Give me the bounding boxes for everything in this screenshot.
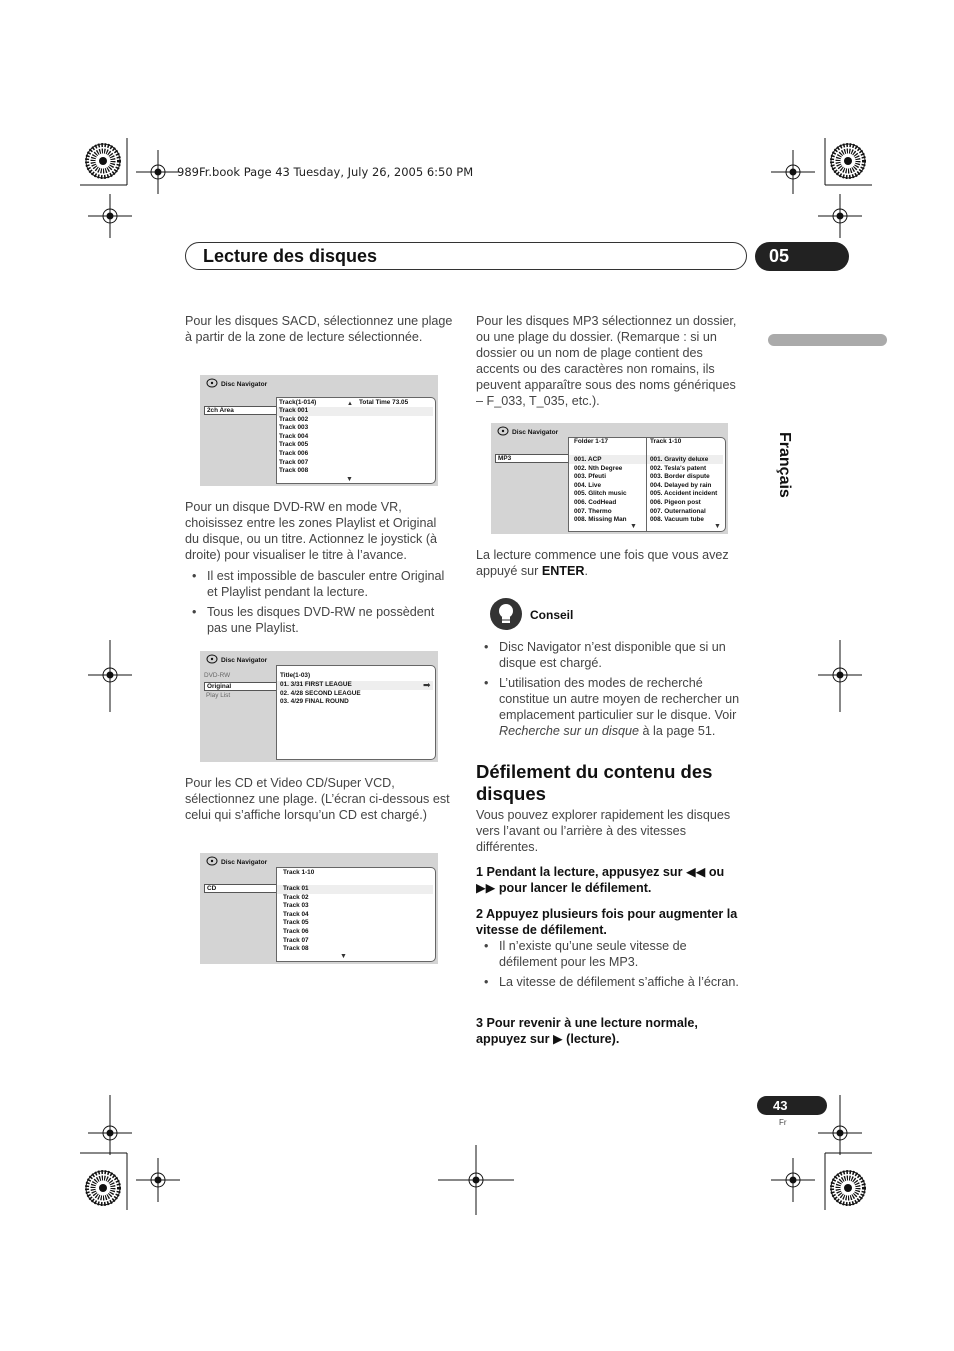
folder-item[interactable]: 008. Missing Man	[574, 516, 627, 524]
track-item[interactable]: Track 001	[279, 407, 309, 414]
track-item[interactable]: 005. Accident incident	[650, 490, 718, 498]
bullet-item: • Tous les disques DVD-RW ne possèdent pas une Playlist.	[185, 604, 453, 636]
track-item[interactable]: Track 06	[283, 927, 309, 935]
book-meta: 989Fr.book Page 43 Tuesday, July 26, 2005 6:50 PM	[177, 165, 474, 179]
original-option[interactable]: Original	[204, 682, 278, 691]
disc-navigator-cd-screen	[200, 853, 438, 964]
bullet-item: • La vitesse de défilement s’affiche à l’écran.	[477, 974, 747, 990]
folder-item[interactable]: 001. ACP	[574, 456, 602, 463]
folder-item[interactable]: 002. Nth Degree	[574, 464, 623, 472]
disc-icon	[497, 426, 509, 436]
scanning-paragraph: Vous pouvez explorer rapidement les disques vers l’avant ou l’arrière à des vitesses différentes.	[476, 808, 731, 854]
up-arrow-icon: ▲	[347, 401, 353, 407]
track-list-panel	[276, 867, 436, 962]
playlist-option[interactable]: Play List	[206, 692, 231, 699]
track-item[interactable]: 006. Pigeon post	[650, 498, 701, 506]
disc-navigator-sacd-screen	[200, 375, 438, 486]
bullet-text: L’utilisation des modes de recherché constitue un autre moyen de rechercher un emplacement particulier sur le disque. Voir	[499, 676, 740, 722]
dvdrw-paragraph: Pour un disque DVD-RW en mode VR, choisissez entre les zones Playlist et Original du disque, ou un titre. Actionnez le joystick (à droite) pour visualiser le titre à l’avance.	[185, 500, 438, 562]
title-item[interactable]: 01. 3/31 FIRST LEAGUE	[280, 681, 352, 688]
section-title: Lecture des disques	[203, 246, 378, 266]
folder-item[interactable]: 005. Glitch music	[574, 490, 627, 498]
track-item[interactable]: Track 05	[283, 919, 309, 927]
track-list-panel	[276, 397, 436, 484]
mp3-paragraph: Pour les disques MP3 sélectionnez un dossier, ou une plage du dossier. (Remarque : si un dossier ou un nom de plage contient des accents ou des caractères non romains, ils peuvent apparaître sous des noms génériques – F_033, T_035, etc.).	[476, 314, 737, 408]
screen-title: Disc Navigator	[221, 381, 268, 388]
track-item[interactable]: Track 03	[283, 902, 309, 910]
track-item[interactable]: 002. Tesla's patent	[650, 464, 707, 472]
folder-item[interactable]: 003. Pfeuti	[574, 473, 606, 481]
bullet-item: • Il est impossible de basculer entre Original et Playlist pendant la lecture.	[185, 568, 453, 600]
screen-title: Disc Navigator	[221, 657, 268, 664]
folder-item[interactable]: 007. Thermo	[574, 507, 612, 515]
track-list	[283, 885, 309, 954]
chapter-badge: 05	[755, 242, 849, 271]
down-arrow-icon: ▼	[340, 953, 347, 960]
step-2-bullets	[477, 938, 747, 990]
track-item[interactable]: Track 006	[279, 449, 309, 457]
cd-paragraph: Pour les CD et Video CD/Super VCD, sélectionnez une plage. (L’écran ci-dessous est celui qui s’affiche lorsqu’un CD est chargé.)	[185, 776, 450, 822]
enter-period: .	[584, 564, 588, 578]
bullet-item: • Il n’existe qu’une seule vitesse de défilement pour les MP3.	[477, 938, 747, 970]
step-1: 1 Pendant la lecture, appusyez sur ◀◀ ou ▶▶ pour lancer le défilement.	[476, 865, 725, 895]
track-count-header: Track(1-014)	[279, 399, 317, 406]
bullet-item	[477, 675, 747, 739]
disc-navigator-mp3-screen	[491, 423, 728, 534]
title-item[interactable]: 02. 4/28 SECOND LEAGUE	[280, 689, 361, 697]
right-arrow-icon: ➡	[423, 680, 431, 690]
page-number-badge: 43	[757, 1096, 827, 1115]
enter-paragraph	[476, 547, 746, 579]
track-item[interactable]: Track 008	[279, 467, 309, 475]
track-item[interactable]: Track 005	[279, 441, 309, 449]
track-item[interactable]: Track 02	[283, 893, 309, 901]
track-item[interactable]: 001. Gravity deluxe	[650, 456, 709, 463]
track-item[interactable]: 003. Border dispute	[650, 473, 710, 481]
track-header: Track 1-10	[650, 438, 682, 445]
title-count-header: Title(1-03)	[280, 672, 311, 679]
page-language: Fr	[779, 1118, 787, 1127]
track-item[interactable]: Track 08	[283, 945, 309, 953]
total-time: Total Time 73.05	[359, 399, 409, 406]
language-tab-bar	[768, 334, 887, 346]
disc-navigator-dvdrw-screen	[200, 651, 438, 762]
disc-icon	[206, 378, 218, 388]
title-item[interactable]: 03. 4/29 FINAL ROUND	[280, 698, 349, 706]
track-item[interactable]: 007. Outernational	[650, 507, 706, 515]
screen-title: Disc Navigator	[221, 859, 268, 866]
folder-header: Folder 1-17	[574, 438, 609, 445]
cd-option[interactable]: CD	[204, 884, 278, 893]
dvdrw-bullets	[185, 568, 453, 636]
language-label: Français	[776, 432, 793, 498]
screen-title: Disc Navigator	[512, 429, 559, 436]
area-option[interactable]: 2ch Area	[204, 406, 278, 415]
track-item[interactable]: Track 007	[279, 458, 309, 466]
column-divider	[646, 438, 647, 532]
track-item[interactable]: Track 003	[279, 424, 309, 432]
bullet-text: à la page 51.	[639, 724, 716, 738]
folder-item[interactable]: 004. Live	[574, 481, 602, 489]
step-3: 3 Pour revenir à une lecture normale, appuyez sur ▶ (lecture).	[476, 1016, 698, 1046]
mp3-option[interactable]: MP3	[495, 454, 569, 463]
track-item[interactable]: Track 07	[283, 936, 309, 944]
down-arrow-icon: ▼	[714, 523, 721, 530]
enter-key-label: ENTER	[541, 564, 585, 578]
disc-icon	[206, 856, 218, 866]
disc-type: DVD-RW	[204, 672, 231, 679]
tip-bullets	[477, 639, 747, 739]
scanning-heading: Défilement du contenu des disques	[476, 761, 713, 804]
enter-text: La lecture commence une fois que vous avez appuyé sur	[476, 548, 729, 578]
title-list-panel	[276, 665, 436, 760]
track-list	[279, 407, 308, 476]
track-item[interactable]: 004. Delayed by rain	[650, 481, 712, 489]
folder-list	[574, 456, 627, 525]
track-item[interactable]: Track 002	[279, 415, 309, 423]
title-list	[280, 681, 361, 707]
cross-reference-link[interactable]: Recherche sur un disque	[499, 724, 640, 738]
mp3-track-list	[650, 456, 717, 525]
down-arrow-icon: ▼	[346, 476, 353, 483]
tip-label: Conseil	[530, 608, 574, 622]
track-item[interactable]: Track 004	[279, 432, 309, 440]
bullet-item: • Disc Navigator n’est disponible que si un disque est chargé.	[477, 639, 747, 671]
disc-icon	[206, 654, 218, 664]
step-2: 2 Appuyez plusieurs fois pour augmenter la vitesse de défilement.	[476, 907, 738, 937]
track-item[interactable]: Track 04	[283, 910, 309, 918]
track-range-header: Track 1-10	[283, 869, 315, 876]
sacd-paragraph: Pour les disques SACD, sélectionnez une plage à partir de la zone de lecture sélectionnée.	[185, 314, 453, 344]
language-tab	[769, 356, 793, 498]
lightbulb-icon	[489, 597, 523, 631]
folder-item[interactable]: 006. CodHead	[574, 498, 617, 506]
mp3-lists-panel	[568, 437, 726, 532]
track-item[interactable]: 008. Vacuum tube	[650, 516, 704, 524]
down-arrow-icon: ▼	[630, 523, 637, 530]
track-item[interactable]: Track 01	[283, 885, 309, 892]
